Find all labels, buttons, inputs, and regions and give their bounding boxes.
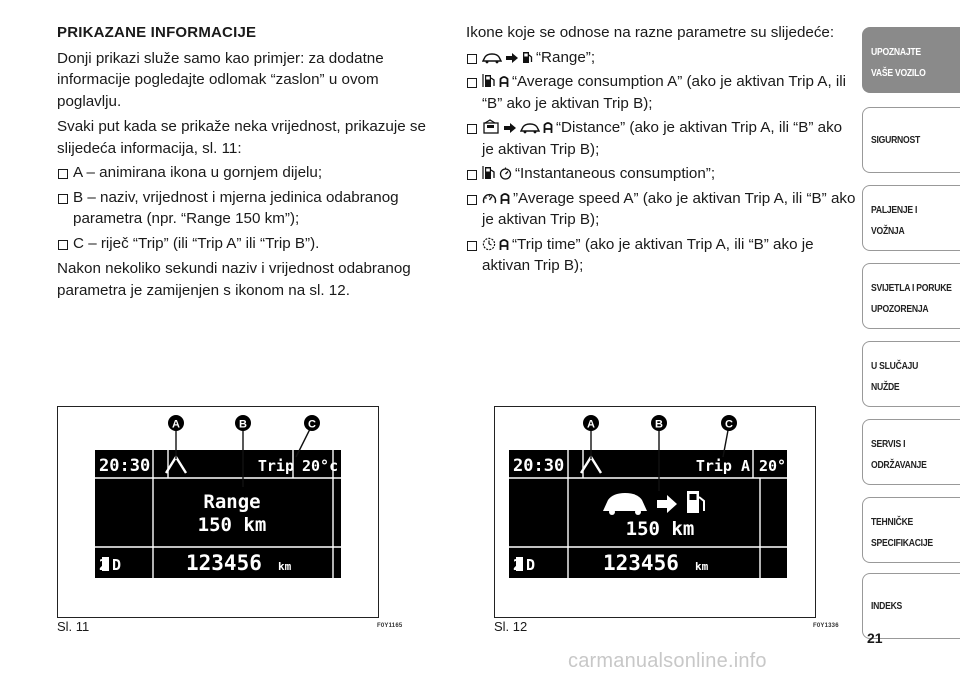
figure-12-code: F0Y1336 [813,623,839,629]
bullet-c: C – riječ “Trip” (ili “Trip A” ili “Trip B”). [57,233,437,255]
tab-paljenje[interactable] [862,185,960,251]
display-mode: D [526,556,536,574]
bullet-b: B – naziv, vrijednost i mjerna jedinica odabranog parametra (npr. “Range 150 km”); [57,187,437,230]
icon-item-text: “Average consumption A” (ako je aktivan Trip A, ili “B” ako je aktivan Trip B); [482,73,847,112]
display-temp: 20°c [302,457,339,475]
display-trip: Trip [257,457,294,475]
display-time: 20:30 [99,456,151,476]
car-icon [482,52,502,64]
figure-11 [57,406,379,618]
display-odometer-unit: km [695,560,709,573]
icon-item-range [466,47,858,69]
icon-item-text: “Trip time” (ako je aktivan Trip A, ili “B” ako je aktivan Trip B); [482,235,814,274]
arrow-right-icon [505,52,519,64]
icon-item-text: “Instantaneous consumption”; [515,165,716,182]
section-heading: PRIKAZANE INFORMACIJE [57,24,257,41]
display-odometer-unit: km [278,560,292,573]
display-temp: 20°c [759,457,796,475]
display-gear: 2 [99,556,109,574]
bullet-a: A – animirana ikona u gornjem dijelu; [57,162,437,184]
callout-b: B [239,418,247,431]
fuel-pump-average-icon [482,73,496,88]
fuel-pump-average-icon [482,165,496,180]
icon-item-instant-consumption [466,163,858,185]
car-icon [520,122,540,134]
fuel-pump-icon [522,51,533,64]
trip-a-icon [500,192,510,205]
chapter-tabs [862,27,960,639]
tab-tehnicke[interactable] [862,497,960,563]
tab-label: SIGURNOST [871,134,920,146]
tab-label: PALJENJE I [871,204,918,216]
figure-11-caption: Sl. 11 [57,619,90,634]
tab-label: NUŽDE [871,381,900,393]
icon-item-text: “Distance” (ako je aktivan Trip A, ili “B” ako je aktivan Trip B); [482,119,843,158]
flag-distance-icon [482,119,500,134]
paragraph-1: Donji prikazi služe samo kao primjer: za dodatne informacije pogledajte odlomak “zaslon” u ovom poglavlju. [57,49,384,110]
right-column [466,22,858,277]
callout-a: A [587,418,595,431]
display-illustration-11 [58,407,378,617]
paragraph-3: Nakon nekoliko sekundi naziv i vrijednost odabranog parametra je zamijenjen s ikonom na sl. 12. [57,260,411,299]
tab-label: UPOZNAJTE [871,46,921,58]
tab-label: VAŠE VOZILO [871,67,926,79]
callout-c: C [308,418,316,431]
trip-a-icon [499,238,509,251]
trip-a-icon [543,121,553,134]
tab-label: U SLUČAJU [871,360,919,372]
clock-icon [482,237,496,251]
icon-item-text: “Range”; [536,48,596,66]
tab-svijetla[interactable] [862,263,960,329]
tab-servis[interactable] [862,419,960,485]
tab-label: ODRŽAVANJE [871,459,927,471]
icon-item-trip-time [466,234,858,277]
tab-upoznajte[interactable] [862,27,960,93]
display-range-value: 150 km [625,518,695,540]
display-time: 20:30 [513,456,565,476]
watermark: carmanualsonline.info [568,650,767,672]
icons-intro: Ikone koje se odnose na razne parametre su slijedeće: [466,24,835,41]
page-number: 21 [867,630,883,646]
callout-c: C [725,418,733,431]
icon-item-avg-consumption [466,71,858,114]
tab-label: SVIJETLA I PORUKE [871,282,952,294]
figure-11-code: F0Y1165 [377,623,403,629]
tab-label: SERVIS I [871,438,906,450]
speedometer-icon [482,192,497,205]
display-mode: D [112,556,122,574]
display-illustration-12 [495,407,815,617]
callout-a: A [172,418,180,431]
trip-a-icon [499,75,509,88]
figure-12-caption: Sl. 12 [494,619,528,634]
display-odometer: 123456 [603,551,679,575]
display-range-label: Range [203,491,261,513]
tab-label: VOŽNJA [871,225,905,237]
display-range-value: 150 km [197,514,267,536]
gauge-icon [499,167,512,180]
tab-label: SPECIFIKACIJE [871,537,933,549]
icon-item-avg-speed [466,188,858,231]
display-odometer: 123456 [186,551,262,575]
left-column [57,22,437,301]
display-trip: Trip A [695,457,750,475]
arrow-right-icon [503,122,517,134]
tab-label: UPOZORENJA [871,303,929,315]
tab-nuzde[interactable] [862,341,960,407]
icon-item-distance [466,117,858,160]
tab-label: INDEKS [871,600,903,612]
callout-b: B [655,418,663,431]
tab-label: TEHNIČKE [871,516,914,528]
tab-sigurnost[interactable] [862,107,960,173]
paragraph-2: Svaki put kada se prikaže neka vrijednost, prikazuje se slijedeća informacija, sl. 11: [57,118,426,157]
figure-12 [494,406,816,618]
icon-item-text: ”Average speed A” (ako je aktivan Trip A, ili “B” ako je aktivan Trip B); [482,189,856,228]
display-gear: 2 [513,556,523,574]
